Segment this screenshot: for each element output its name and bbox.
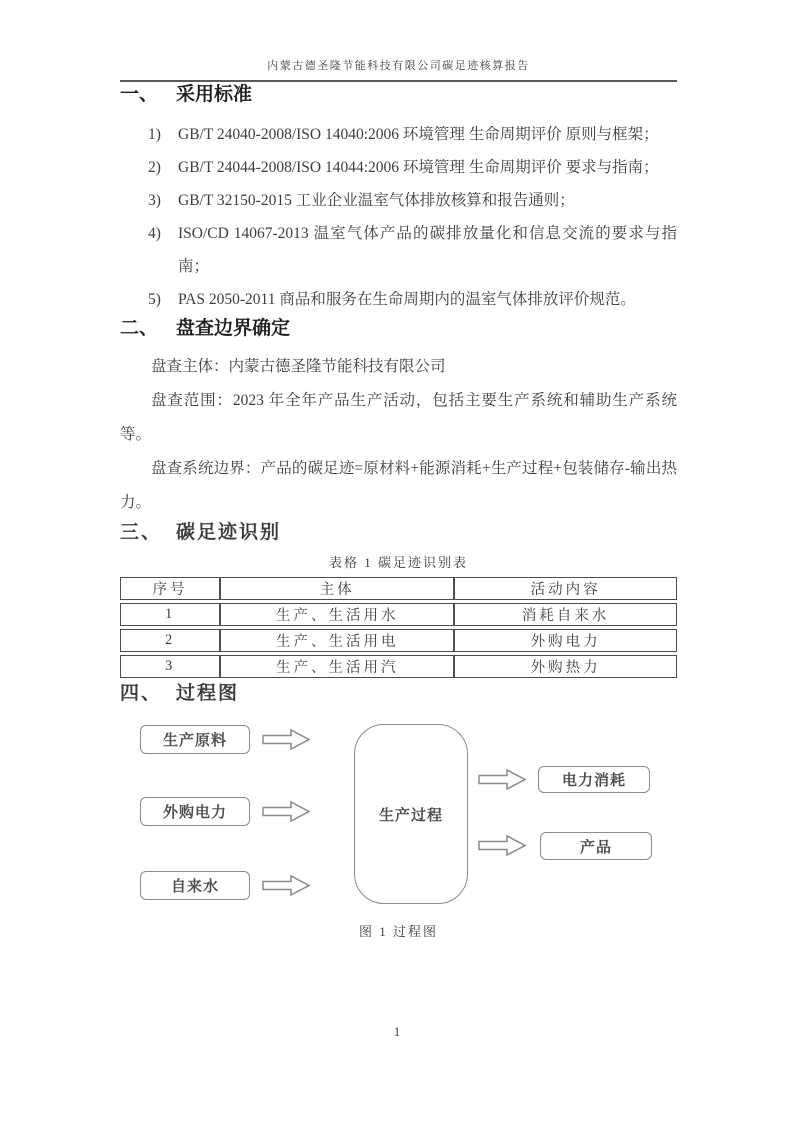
table-cell: 外购电力	[454, 629, 677, 652]
list-item-marker: 5)	[148, 291, 161, 308]
table-cell: 生产、生活用汽	[220, 655, 454, 678]
table-cell: 生产、生活用电	[220, 629, 454, 652]
section-title: 碳足迹识别	[176, 522, 282, 543]
section-title: 过程图	[176, 683, 240, 704]
list-item-text: GB/T 24044-2008/ISO 14044:2006 环境管理 生命周期评价 要求与指南；	[178, 159, 659, 176]
list-item-marker: 3)	[148, 192, 161, 209]
paragraph-system-boundary: 盘查系统边界：产品的碳足迹=原材料+能源消耗+生产过程+包装储存-输出热力。	[120, 460, 677, 511]
section-number: 一、	[120, 84, 159, 105]
boundary-paragraphs	[120, 350, 677, 520]
list-item	[120, 151, 677, 184]
list-item-marker: 1)	[148, 126, 161, 143]
right-arrow-icon	[262, 875, 310, 896]
table-header-row	[120, 577, 677, 600]
column-header: 活动内容	[454, 577, 677, 600]
flow-node-production-process: 生产过程	[354, 724, 468, 904]
figure-caption: 图 1 过程图	[358, 924, 438, 939]
flow-node-electricity-consumption: 电力消耗	[538, 766, 650, 793]
flow-node-tap-water: 自来水	[140, 871, 250, 900]
page-number: 1	[393, 1024, 401, 1039]
section-number: 三、	[120, 522, 163, 543]
section-heading-boundary	[120, 316, 677, 342]
flow-node-product: 产品	[540, 832, 652, 860]
section-heading-identification	[120, 520, 677, 546]
right-arrow-icon	[262, 801, 310, 822]
process-flow-diagram	[120, 717, 677, 909]
table-cell: 3	[120, 655, 220, 678]
right-arrow-icon	[478, 769, 526, 790]
list-item	[120, 283, 677, 316]
section-title: 盘查边界确定	[176, 318, 291, 339]
table-cell: 1	[120, 603, 220, 626]
section-number: 四、	[120, 683, 163, 704]
table-cell: 2	[120, 629, 220, 652]
footprint-identification-table	[120, 574, 677, 681]
flow-node-purchased-electricity: 外购电力	[140, 797, 250, 826]
table-cell: 消耗自来水	[454, 603, 677, 626]
list-item-text: ISO/CD 14067-2013 温室气体产品的碳排放量化和信息交流的要求与指南；	[178, 225, 677, 275]
page-content	[120, 57, 677, 940]
list-item-marker: 2)	[148, 159, 161, 176]
table-cell: 外购热力	[454, 655, 677, 678]
right-arrow-icon	[262, 729, 310, 750]
section-title: 采用标准	[176, 84, 253, 105]
running-header: 内蒙古德圣隆节能科技有限公司碳足迹核算报告	[267, 60, 530, 72]
section-heading-process-diagram	[120, 681, 677, 707]
column-header: 序号	[120, 577, 220, 600]
flow-node-production-materials: 生产原料	[140, 725, 250, 754]
list-item	[120, 118, 677, 151]
list-item	[120, 217, 677, 283]
standards-list	[120, 118, 677, 316]
section-number: 二、	[120, 318, 159, 339]
section-heading-standards	[120, 82, 677, 108]
table-row	[120, 603, 677, 626]
paragraph-scope: 盘查范围：2023 年全年产品生产活动，包括主要生产系统和辅助生产系统等。	[120, 392, 677, 443]
list-item-marker: 4)	[148, 225, 161, 242]
list-item	[120, 184, 677, 217]
table-row	[120, 629, 677, 652]
paragraph-subject: 盘查主体：内蒙古德圣隆节能科技有限公司	[151, 358, 446, 375]
right-arrow-icon	[478, 835, 526, 856]
list-item-text: PAS 2050-2011 商品和服务在生命周期内的温室气体排放评价规范。	[178, 291, 636, 308]
list-item-text: GB/T 24040-2008/ISO 14040:2006 环境管理 生命周期评价 原则与框架；	[178, 126, 659, 143]
column-header: 主体	[220, 577, 454, 600]
table-row	[120, 655, 677, 678]
table-caption: 表格 1 碳足迹识别表	[328, 555, 468, 570]
list-item-text: GB/T 32150-2015 工业企业温室气体排放核算和报告通则；	[178, 192, 575, 209]
table-cell: 生产、生活用水	[220, 603, 454, 626]
